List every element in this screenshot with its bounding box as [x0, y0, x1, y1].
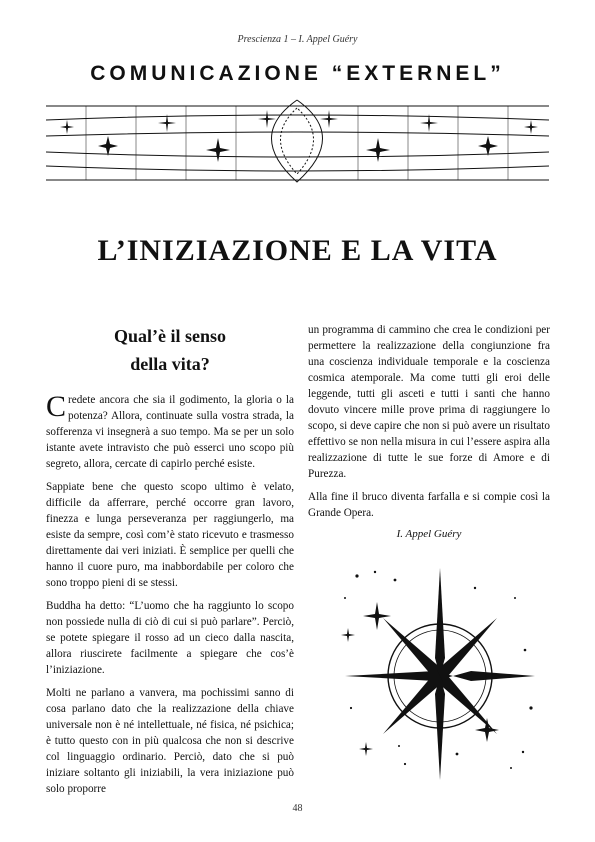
- paragraph-2: Sappiate bene che questo scopo ultimo è velato, difficile da afferrare, perché occorre gran lavoro, finezza e lunga perseveranza per raggiungerlo, ma esiste da sempre, così com’è stato ricevuto e trasmesso direttamente dai veri iniziati. È semplice per quelli che hanno il cuore puro, ma inabbordabile per coloro che sono troppo pieni di se stessi.: [46, 481, 294, 589]
- section-title: COMUNICAZIONE “EXTERNEL”: [90, 62, 505, 85]
- left-column: [46, 322, 294, 804]
- drop-cap: C: [46, 390, 67, 423]
- paragraph-4: Molti ne parlano a vanvera, ma pochissimi sanno di cosa parlano dato che la realizzazione della chiave universale non è né intellettuale, né fisica, né psichica; è tutto questo con in più qualcosa che non si descrive col linguaggio ordinario. Perciò, dato che si può iniziare soltanto gli iniziabili, la vera iniziazione può solo proporre: [46, 687, 294, 795]
- subheading: [46, 322, 294, 378]
- paragraph-5: un programma di cammino che crea le condizioni per permettere la realizzazione della congiunzione fra una coscienza individuale temporale e la coscienza cosmica atemporale. Ma come tutti gli eroi delle leggende, tutti gli asceti e tutti i santi che hanno dovuto vincere mille prove prima di raggiungere lo scopo, si deve capire che non si può avere un risultato effettivo se non nella misura in cui l’essere aspira alla realizzazione di tutte le sue forze di Amore e di Purezza.: [308, 324, 550, 480]
- right-column: [308, 322, 550, 540]
- author-signature: I. Appel Guéry: [396, 528, 462, 540]
- page-number: 48: [292, 803, 303, 814]
- compass-rose-illustration: [335, 558, 545, 788]
- paragraph-1-text: redete ancora che sia il godimento, la gloria o la potenza? Allora, continuate sulla vostra strada, la sofferenza vi insegnerà a suo tempo. Ma se per un solo istante avete intravisto che può esserci uno scopo più segreto, allora, cercate di capirlo perché esiste.: [46, 394, 294, 470]
- subheading-line-2: della vita?: [130, 354, 210, 374]
- paragraph-6: Alla fine il bruco diventa farfalla e si compie così la Grande Opera.: [308, 491, 550, 519]
- article-title: L’INIZIAZIONE E LA VITA: [97, 234, 498, 267]
- paragraph-1: [46, 392, 294, 472]
- subheading-line-1: Qual’è il senso: [113, 326, 226, 346]
- starry-horizon-banner: [46, 96, 549, 186]
- running-header: Prescienza 1 – I. Appel Guéry: [237, 34, 358, 45]
- paragraph-3: Buddha ha detto: “L’uomo che ha raggiunto lo scopo non possiede nulla di ciò di cui si può parlare”. Perciò, se potete spiegare il rosso ad un cieco dalla nascita, allora riuscirete facilmente a spiegare che cos’è l’iniziazione.: [46, 600, 294, 676]
